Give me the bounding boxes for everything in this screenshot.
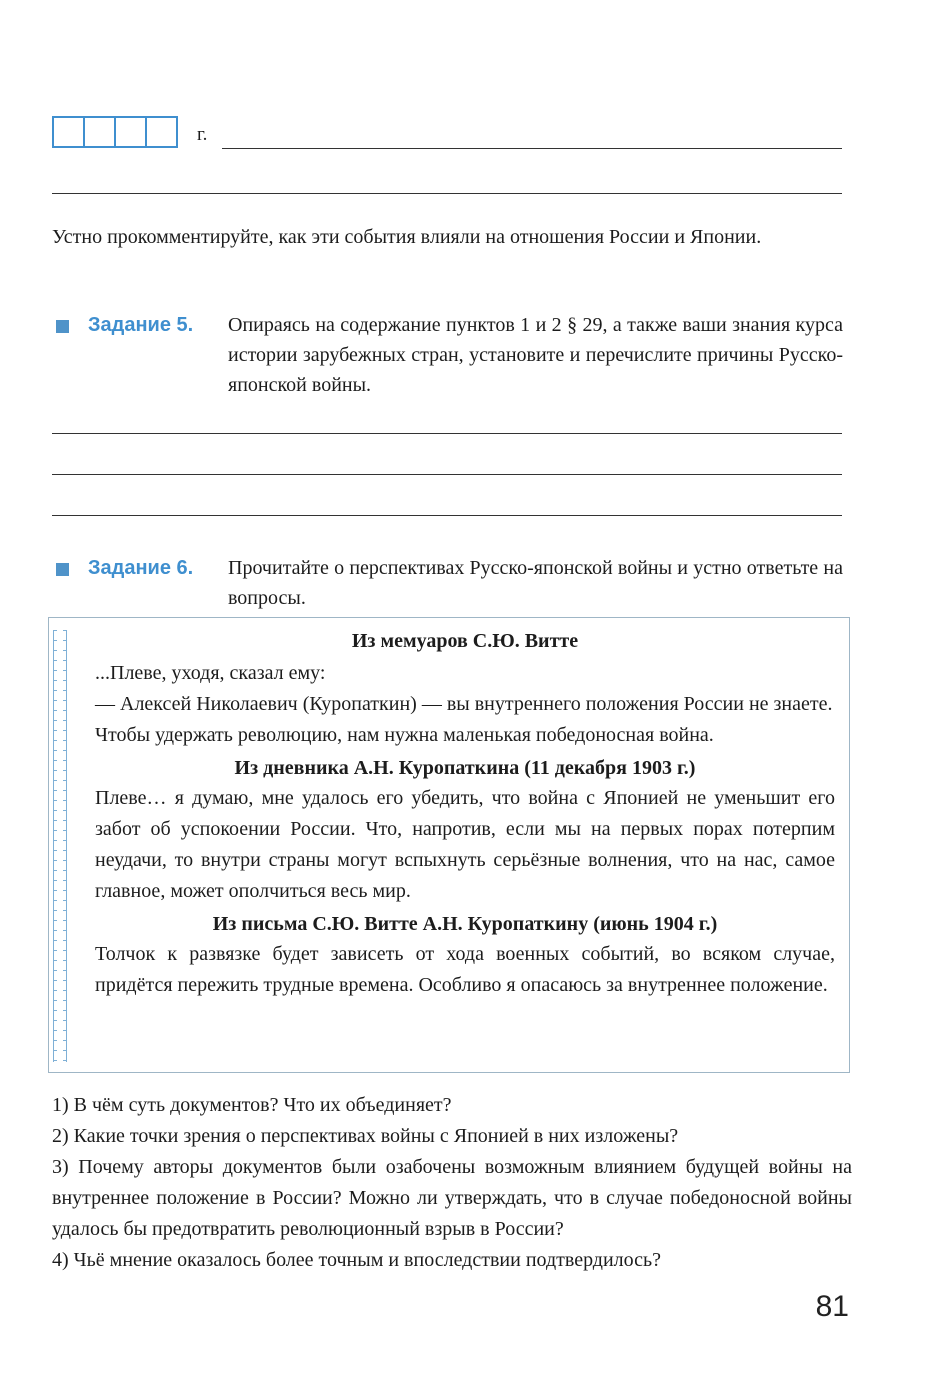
instruction-text: Устно прокомментируйте, как эти события влияли на отношения России и Японии. [52, 226, 762, 248]
year-digit-box[interactable] [83, 116, 116, 148]
document-heading: Из дневника А.Н. Куропаткина (11 декабря 1903 г.) [234, 757, 696, 779]
task-5 [56, 310, 843, 400]
answer-line[interactable] [222, 148, 842, 149]
questions-list [52, 1090, 852, 1276]
document-heading: Из письма С.Ю. Витте А.Н. Куропаткину (июнь 1904 г.) [212, 913, 718, 935]
answer-line[interactable] [52, 515, 842, 516]
answer-line[interactable] [52, 474, 842, 475]
year-input-boxes[interactable] [52, 116, 176, 148]
year-suffix: г. [197, 124, 208, 145]
year-digit-box[interactable] [114, 116, 147, 148]
task-marker-icon [56, 320, 69, 333]
question-item: 1) В чём суть документов? Что их объединяет? [52, 1094, 452, 1116]
page-number: 81 [815, 1290, 849, 1323]
documents-box [48, 617, 850, 1073]
answer-line[interactable] [52, 433, 842, 434]
question-item: 3) Почему авторы документов были озабочены возможным влиянием будущей войны на внутреннее положение в России? Можно ли утверждать, что в случае победоносной войны удалось бы предотвратить революционный взрыв в России? [52, 1156, 852, 1240]
task-marker-icon [56, 563, 69, 576]
document-heading: Из мемуаров С.Ю. Витте [351, 630, 579, 652]
year-digit-box[interactable] [145, 116, 178, 148]
documents-content [95, 626, 835, 1001]
document-paragraph: Плеве… я думаю, мне удалось его убедить, что война с Японией не уменьшит его забот об успокоении России. Что, напротив, если мы на первых порах потерпим неудачи, то внутри страны могут вспыхнуть серьёзные волнения, что на нас, самое главное, может ополчиться весь мир. [95, 787, 835, 902]
document-paragraph: Толчок к развязке будет зависеть от хода военных событий, во всяком случае, придётся пережить трудные времена. Особливо я опасаюсь за внутреннее положение. [95, 943, 835, 996]
task-6 [56, 553, 843, 613]
answer-line[interactable] [52, 193, 842, 194]
document-paragraph: ...Плеве, уходя, сказал ему: [95, 662, 326, 684]
task-5-label: Задание 5. [88, 314, 194, 336]
question-item: 2) Какие точки зрения о перспективах войны с Японией в них изложены? [52, 1125, 679, 1147]
decorative-border-strip [53, 630, 67, 1062]
task-6-text: Прочитайте о перспективах Русско-японской войны и устно ответьте на вопросы. [228, 557, 843, 609]
year-digit-box[interactable] [52, 116, 85, 148]
question-item: 4) Чьё мнение оказалось более точным и впоследствии подтвердилось? [52, 1249, 662, 1271]
document-paragraph: Чтобы удержать революцию, нам нужна маленькая победоносная война. [95, 724, 714, 746]
task-6-label: Задание 6. [88, 557, 194, 579]
task-5-text: Опираясь на содержание пунктов 1 и 2 § 29, а также ваши знания курса истории зарубежных стран, установите и перечислите причины Русско-японской войны. [228, 314, 843, 396]
document-paragraph: — Алексей Николаевич (Куропаткин) — вы внутреннего положения России не знаете. [95, 693, 833, 715]
